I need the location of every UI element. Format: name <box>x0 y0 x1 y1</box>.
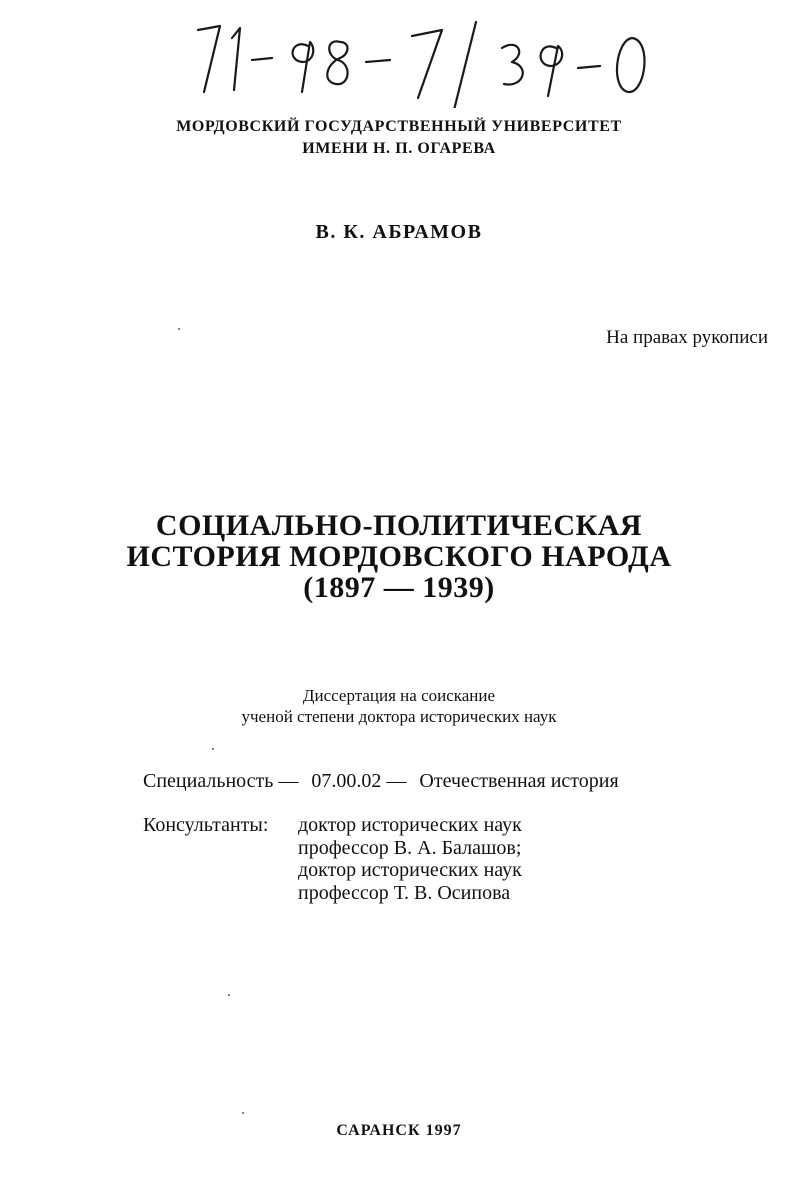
city-year: САРАНСК 1997 <box>336 1122 462 1139</box>
specialty <box>143 770 627 793</box>
dissertation-note <box>0 685 798 727</box>
consultant-line: доктор исторических наук <box>298 814 522 836</box>
handwritten-archive-code <box>180 8 680 108</box>
rights-note: На правах рукописи <box>606 327 768 348</box>
specialty-name: Отечественная история <box>419 770 619 792</box>
scan-speck <box>178 328 180 330</box>
dissertation-line-2: ученой степени доктора исторических наук <box>241 707 557 726</box>
specialty-label: Специальность — <box>143 770 299 792</box>
scan-speck <box>228 994 230 996</box>
title-line-1: СОЦИАЛЬНО-ПОЛИТИЧЕСКАЯ <box>155 509 643 542</box>
dissertation-title <box>0 510 798 603</box>
author-name: В. К. АБРАМОВ <box>315 221 483 243</box>
consultant-line: профессор Т. В. Осипова <box>298 881 511 904</box>
title-line-3: (1897 — 1939) <box>303 571 495 604</box>
university-name <box>0 116 798 160</box>
university-line-2: ИМЕНИ Н. П. ОГАРЕВА <box>302 140 496 157</box>
consultant-line: профессор В. А. Балашов; <box>298 836 522 859</box>
university-line-1: МОРДОВСКИЙ ГОСУДАРСТВЕННЫЙ УНИВЕРСИТЕТ <box>176 118 622 135</box>
consultant-line: доктор исторических наук <box>298 859 522 881</box>
dissertation-line-1: Диссертация на соискание <box>302 686 496 705</box>
consultants-list <box>298 814 522 904</box>
specialty-code: 07.00.02 — <box>311 770 407 792</box>
title-line-2: ИСТОРИЯ МОРДОВСКОГО НАРОДА <box>126 540 672 573</box>
scan-speck <box>242 1112 244 1114</box>
scan-speck <box>212 748 214 750</box>
consultants-label: Консультанты: <box>143 814 269 836</box>
